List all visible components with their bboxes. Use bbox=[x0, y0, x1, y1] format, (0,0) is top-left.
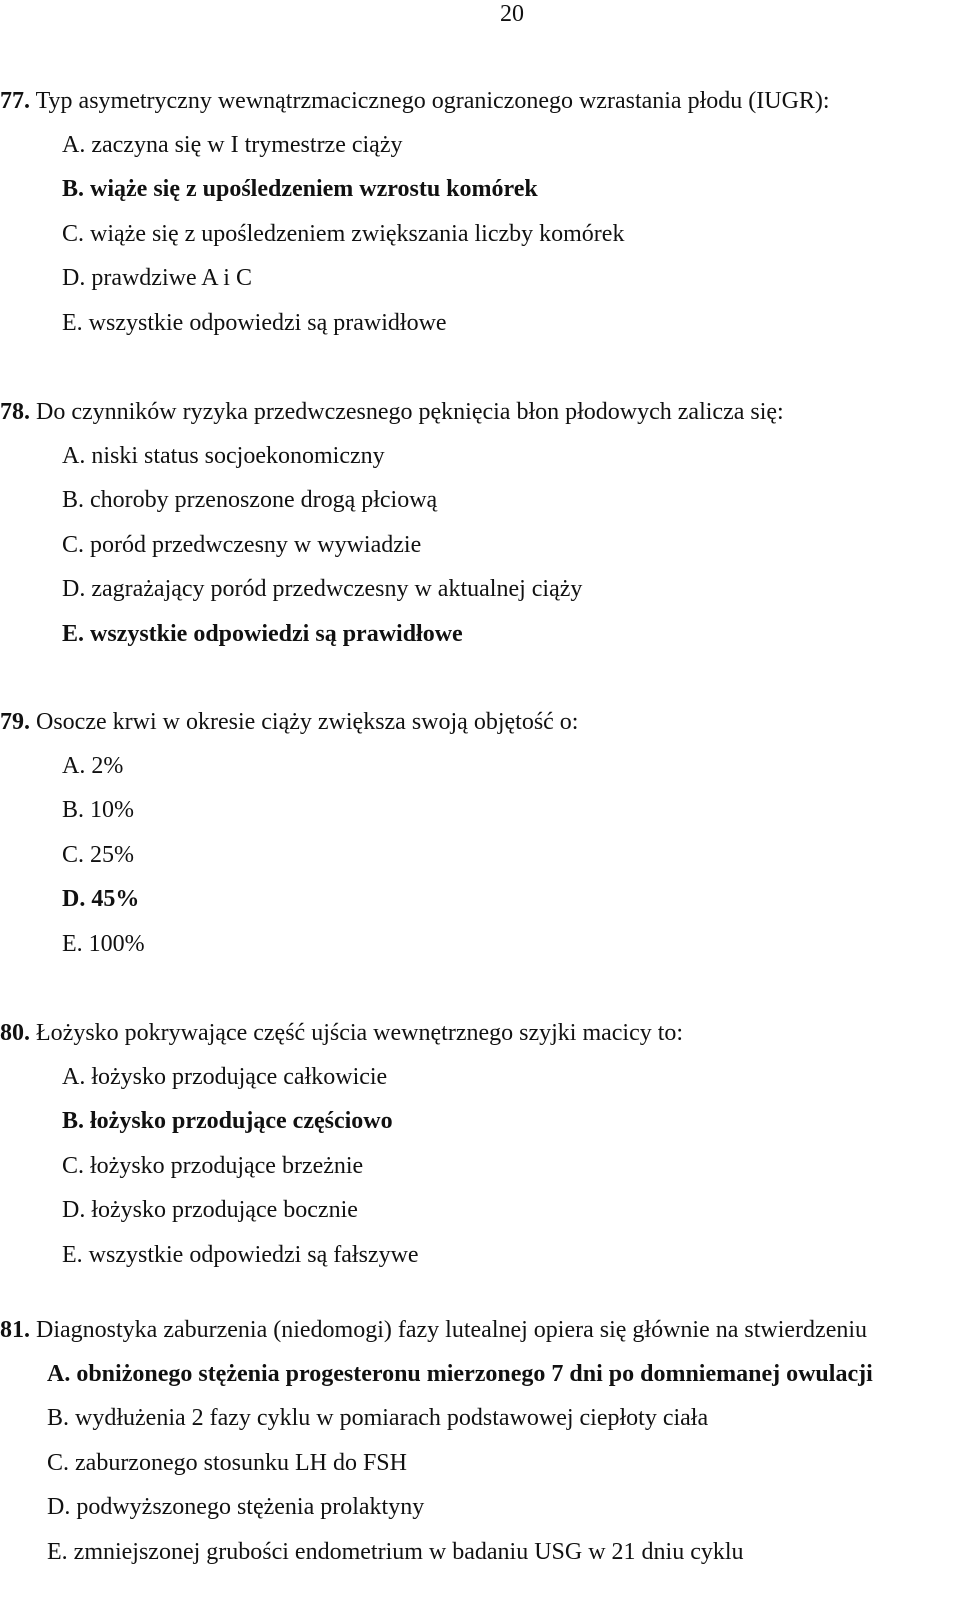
question-text: Do czynników ryzyka przedwczesnego pęknięcia błon płodowych zalicza się: bbox=[30, 399, 784, 425]
answer-c: C. łożysko przodujące brzeżnie bbox=[62, 1153, 364, 1179]
answer-c: C. 25% bbox=[62, 842, 134, 868]
answer-a: A. niski status socjoekonomiczny bbox=[62, 443, 385, 469]
answer-e: E. wszystkie odpowiedzi są prawidłowe bbox=[62, 310, 447, 336]
question-number: 80. bbox=[0, 1020, 30, 1046]
question-text: Diagnostyka zaburzenia (niedomogi) fazy lutealnej opiera się głównie na stwierdzeniu bbox=[30, 1317, 868, 1343]
question-text: Typ asymetryczny wewnątrzmacicznego ograniczonego wzrastania płodu (IUGR): bbox=[30, 88, 830, 114]
question-number: 77. bbox=[0, 88, 30, 114]
answer-d-correct: D. 45% bbox=[62, 886, 140, 912]
answer-b-correct: B. łożysko przodujące częściowo bbox=[62, 1108, 393, 1134]
question-stem bbox=[0, 700, 578, 744]
answer-c: C. poród przedwczesny w wywiadzie bbox=[62, 532, 422, 558]
question-number: 79. bbox=[0, 709, 30, 735]
answer-e: E. 100% bbox=[62, 931, 145, 957]
answer-b: B. 10% bbox=[62, 797, 134, 823]
answer-d: D. zagrażający poród przedwczesny w aktualnej ciąży bbox=[62, 576, 583, 602]
answer-e: E. wszystkie odpowiedzi są fałszywe bbox=[62, 1242, 419, 1268]
answer-c: C. zaburzonego stosunku LH do FSH bbox=[47, 1450, 407, 1476]
answer-a-correct: A. obniżonego stężenia progesteronu mierzonego 7 dni po domniemanej owulacji bbox=[47, 1361, 873, 1387]
answer-a: A. 2% bbox=[62, 753, 124, 779]
page-number: 20 bbox=[500, 1, 524, 27]
question-stem bbox=[0, 79, 830, 123]
answer-d: D. łożysko przodujące bocznie bbox=[62, 1197, 358, 1223]
question-text: Łożysko pokrywające część ujścia wewnętrznego szyjki macicy to: bbox=[30, 1020, 684, 1046]
question-stem bbox=[0, 390, 784, 434]
question-number: 78. bbox=[0, 399, 30, 425]
answer-a: A. zaczyna się w I trymestrze ciąży bbox=[62, 132, 403, 158]
question-stem bbox=[0, 1011, 683, 1055]
answer-a: A. łożysko przodujące całkowicie bbox=[62, 1064, 388, 1090]
answer-b-correct: B. wiąże się z upośledzeniem wzrostu komórek bbox=[62, 176, 538, 202]
question-stem bbox=[0, 1308, 867, 1352]
answer-d: D. prawdziwe A i C bbox=[62, 265, 252, 291]
answer-b: B. choroby przenoszone drogą płciową bbox=[62, 487, 438, 513]
answer-d: D. podwyższonego stężenia prolaktyny bbox=[47, 1494, 425, 1520]
answer-e: E. zmniejszonej grubości endometrium w badaniu USG w 21 dniu cyklu bbox=[47, 1539, 744, 1565]
question-text: Osocze krwi w okresie ciąży zwiększa swoją objętość o: bbox=[30, 709, 579, 735]
answer-c: C. wiąże się z upośledzeniem zwiększania liczby komórek bbox=[62, 221, 625, 247]
answer-b: B. wydłużenia 2 fazy cyklu w pomiarach podstawowej ciepłoty ciała bbox=[47, 1405, 709, 1431]
answer-e-correct: E. wszystkie odpowiedzi są prawidłowe bbox=[62, 621, 463, 647]
question-number: 81. bbox=[0, 1317, 30, 1343]
